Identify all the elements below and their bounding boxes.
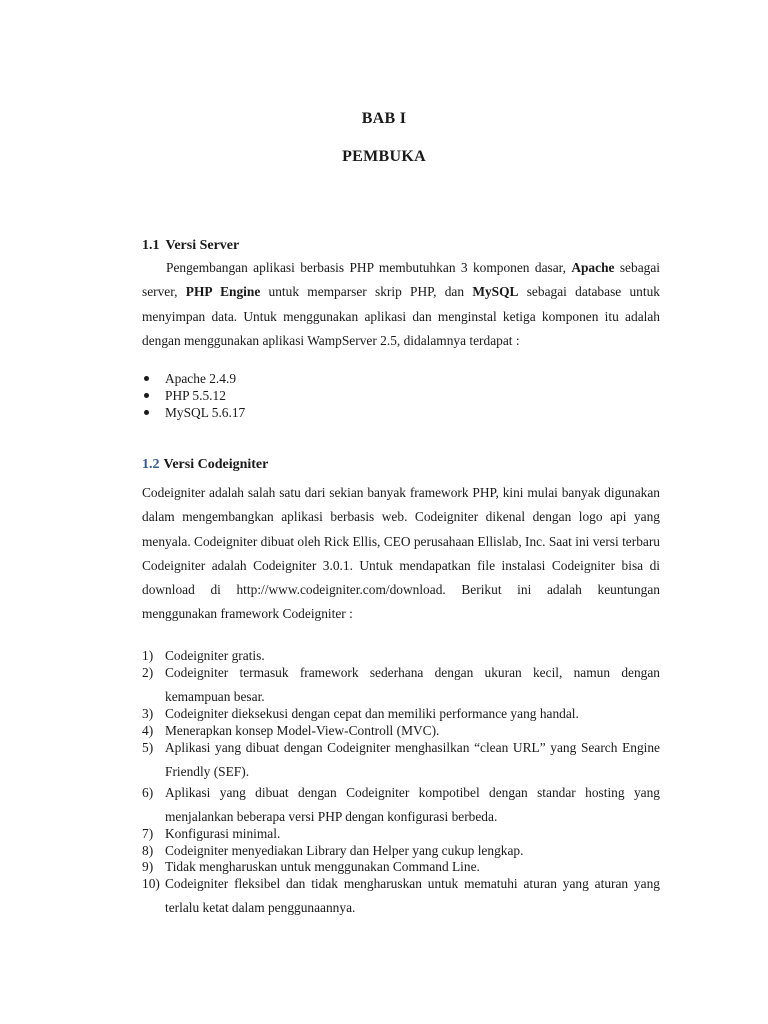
section-number: 1.2 (142, 457, 160, 472)
list-item-text: MySQL 5.6.17 (165, 405, 246, 420)
server-components-list (142, 370, 245, 421)
list-item-text: Konfigurasi minimal. (165, 826, 281, 842)
list-item (142, 706, 660, 722)
list-item-text: Aplikasi yang dibuat dengan Codeigniter menghasilkan “clean URL” yang Search Engine Friendly (SEF). (165, 740, 660, 780)
section-heading-1-2 (142, 457, 268, 473)
list-number: 1) (142, 648, 154, 663)
list-item (142, 843, 660, 859)
list-number: 5) (142, 740, 154, 756)
list-item-text: Codeigniter fleksibel dan tidak mengharuskan untuk mematuhi aturan yang aturan yang terlalu ketat dalam penggunaannya. (165, 876, 660, 916)
chapter-number: BAB I (361, 110, 407, 127)
list-item-text: Codeigniter menyediakan Library dan Helper yang cukup lengkap. (165, 842, 524, 858)
list-number: 2) (142, 665, 154, 681)
list-number: 3) (142, 706, 154, 722)
list-item (142, 872, 660, 920)
list-item (142, 826, 660, 842)
list-item-text: Aplikasi yang dibuat dengan Codeigniter kompotibel dengan standar hosting yang menjalankan beberapa versi PHP dengan konfigurasi berbeda. (165, 785, 660, 825)
chapter-title: PEMBUKA (342, 148, 426, 165)
list-item-text: Menerapkan konsep Model-View-Controll (MVC). (165, 722, 440, 738)
paragraph-text: Pengembangan aplikasi berbasis PHP membutuhkan 3 komponen dasar, (166, 260, 572, 275)
list-item-text: Codeigniter dieksekusi dengan cepat dan memiliki performance yang handal. (165, 706, 579, 722)
list-item-text: Codeigniter termasuk framework sederhana dengan ukuran kecil, namun dengan kemampuan besar. (165, 665, 660, 705)
section-1-1-paragraph (142, 256, 660, 353)
list-item-text: Codeigniter gratis. (165, 648, 265, 663)
list-item-text: PHP 5.5.12 (165, 388, 226, 403)
list-item (142, 404, 245, 421)
list-item (142, 661, 660, 709)
bullet-icon (144, 393, 149, 398)
bold-term-mysql: MySQL (472, 284, 519, 300)
list-number: 10) (142, 876, 160, 892)
bullet-icon (144, 376, 149, 381)
section-number: 1.1 (142, 238, 160, 253)
paragraph-text: sebagai database untuk menyimpan data. Untuk menggunakan aplikasi dan menginstal ketiga komponen itu adalah dengan menggunakan aplikasi WampServer 2.5, didalamnya terdapat : (142, 284, 660, 348)
list-number: 7) (142, 826, 154, 842)
paragraph-text: sebagai server, (142, 260, 660, 300)
paragraph-text: untuk memparser skrip PHP, dan (260, 284, 473, 300)
list-number: 6) (142, 785, 154, 801)
bullet-icon (144, 410, 149, 415)
list-item-text: Tidak mengharuskan untuk menggunakan Command Line. (165, 859, 480, 875)
list-number: 4) (142, 722, 154, 738)
bold-term-php-engine: PHP Engine (185, 284, 261, 300)
section-title: Versi Codeigniter (163, 457, 269, 472)
list-item (142, 387, 245, 404)
list-item (142, 370, 245, 387)
list-number: 9) (142, 859, 154, 875)
list-item (142, 736, 660, 784)
section-heading-1-1 (142, 238, 239, 254)
list-item-text: Apache 2.4.9 (165, 371, 237, 386)
list-number: 8) (142, 842, 154, 858)
section-title: Versi Server (165, 238, 240, 253)
list-item (142, 781, 660, 829)
section-1-2-paragraph: Codeigniter adalah salah satu dari sekian banyak framework PHP, kini mulai banyak digunakan dalam mengembangkan aplikasi berbasis web. Codeigniter dikenal dengan logo api yang menyala. Codeigniter dibuat oleh Rick Ellis, CEO perusahaan Ellislab, Inc. Saat ini versi terbaru Codeigniter adalah Codeigniter 3.0.1. Untuk mendapatkan file instalasi Codeigniter bisa di download di http://www.codeigniter.com/download. Berikut ini adalah keuntungan menggunakan framework Codeigniter : (142, 485, 661, 622)
advantages-list (142, 648, 660, 917)
bold-term-apache: Apache (571, 260, 615, 275)
